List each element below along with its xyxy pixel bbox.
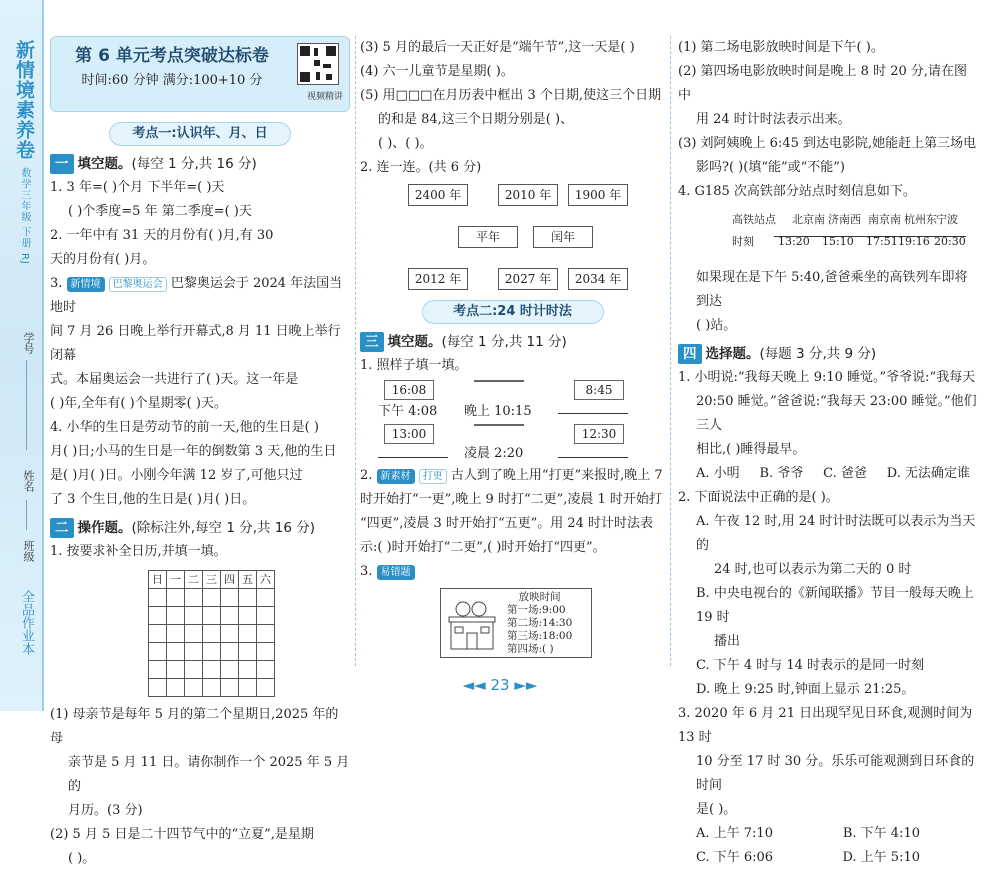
schedule-list [507,591,572,656]
section-2-heading [50,516,350,540]
field-name: 姓名 [22,470,35,492]
question-4-line: 4. 小华的生日是劳动节的前一天,他的生日是( ) [50,420,319,435]
option-c[interactable]: C. 下午 6:06 [696,850,774,865]
link-exercise [378,180,665,290]
time-box[interactable]: 12:30 [574,424,624,444]
section-number: 三 [360,332,384,352]
page-number: 23 [490,676,510,694]
cinema-sub-2: (2) 第四场电影放映时间是晚上 8 时 20 分,请在图中 [678,64,968,103]
calendar-cell[interactable] [257,607,275,625]
section-note: (每空 1 分,共 11 分) [441,334,567,350]
calendar-cell[interactable] [203,607,221,625]
question-2-line: 2. 新素材 打更 古人到了晚上用“打更”来报时,晚上 7 [360,468,663,483]
option-b-cont: 播出 [714,634,741,649]
type-box-common-year[interactable]: 平年 [458,226,518,248]
left-column [50,36,350,871]
test-title: 第 6 单元考点突破达标卷 [75,46,269,66]
sub-question-3: (3) 5 月的最后一天正好是“端午节”,这一天是( ) [360,40,635,55]
year-box[interactable]: 2400 年 [408,184,468,206]
test-header [50,36,350,112]
calendar-cell[interactable] [185,589,203,607]
schedule-row: 第一场:9:00 [507,604,566,616]
spine-bottom-text: 全品作业本 [19,590,34,655]
section-title: 填空题。 [387,334,442,350]
calendar-header-cell: 六 [257,571,275,589]
field-student-no: 学号 [22,332,35,354]
calendar-cell[interactable] [239,589,257,607]
point2-banner: 考点二:24 时计时法 [422,300,604,324]
calendar-cell[interactable] [239,643,257,661]
station: 宁波 [936,213,958,226]
calendar-cell[interactable] [185,643,203,661]
question-2-line: 天的月份有( )月。 [50,252,156,267]
choice-3-options-row1 [678,822,980,846]
year-box[interactable]: 2012 年 [408,268,468,290]
cinema-schedule [440,588,592,658]
error-prone-tag: 易错题 [377,565,415,580]
section-title: 操作题。 [77,520,132,536]
train-question: ( )站。 [696,318,737,333]
question-4-line: 月( )日;小马的生日是一年的倒数第 3 天,他的生日 [50,444,337,459]
train-question: 如果现在是下午 5:40,爸爸乘坐的高铁列车即将到达 [696,270,968,309]
time-box[interactable]: 8:45 [574,380,624,400]
option-d[interactable]: D. 无法确定谁 [886,466,970,481]
calendar-cell[interactable] [203,589,221,607]
cinema-sub-3: 影吗?( )(填“能”或“不能”) [696,160,845,175]
option-b[interactable]: B. 中央电视台的《新闻联播》节目一般每天晚上 19 时 [696,586,974,625]
time-box[interactable]: 16:08 [384,380,434,400]
year-box[interactable]: 1900 年 [568,184,628,206]
time-mark: 13:20 [778,235,810,248]
choice-1-line: 1. 小明说:“我每天晚上 9:10 睡觉。”爷爷说:“我每天 [678,370,976,385]
section-number: 四 [678,344,702,364]
field-line [26,360,27,450]
train-question-intro: 4. G185 次高铁部分站点时刻信息如下。 [678,184,916,199]
option-b[interactable]: B. 爷爷 [759,466,804,481]
calendar-cell[interactable] [167,589,185,607]
operation-1b-line: (2) 5 月 5 日是二十四节气中的“立夏”,是星期 [50,827,314,842]
section-number: 二 [50,518,74,538]
schedule-row: 第四场:( ) [507,643,554,655]
option-c[interactable]: C. 爸爸 [823,466,867,481]
choice-1-line: 20:50 睡觉。”爸爸说:“我每天 23:00 睡觉。”他们三人 [696,394,977,433]
time-label: 晚上 10:15 [464,404,532,419]
question-3-line: 式。本届奥运会一共进行了( )天。这一年是 [50,372,299,387]
olympics-tag: 巴黎奥运会 [109,277,167,292]
operation-1b-line: ( )。 [68,851,96,866]
question-1-line: ( )个季度=5 年 第二季度=( )天 [68,204,252,219]
time-mark: 20:30 [934,235,966,248]
column-divider [670,36,671,666]
calendar-cell[interactable] [239,607,257,625]
time-mark: 15:10 [822,235,854,248]
option-c[interactable]: C. 下午 4 时与 14 时表示的是同一时刻 [696,658,925,673]
calendar-header-cell: 二 [185,571,203,589]
calendar-cell[interactable] [167,625,185,643]
question-2-line: 2. 一年中有 31 天的月份有( )月,有 30 [50,228,274,243]
calendar-cell[interactable] [185,607,203,625]
calendar-cell[interactable] [257,643,275,661]
calendar-cell[interactable] [239,625,257,643]
time-question-intro: 1. 照样子填一填。 [360,358,468,373]
section-4-heading [678,342,980,366]
brand-text: 新情境素养卷 [13,40,35,160]
choice-3-line: 是( )。 [696,802,737,817]
option-d[interactable]: D. 上午 5:10 [842,850,920,865]
cinema-building-icon [447,601,497,651]
question-4-line: 是( )月( )日。小刚今年满 12 岁了,可他只过 [50,468,303,483]
section-note: (每题 3 分,共 9 分) [759,346,877,362]
time-box[interactable] [474,380,524,382]
field-class: 班级 [22,540,35,562]
option-d[interactable]: D. 晚上 9:25 时,钟面上显示 21:25。 [696,682,915,697]
calendar-cell[interactable] [221,607,239,625]
operation-1a-line: 月历。(3 分) [68,803,143,818]
calendar-header-cell: 四 [221,571,239,589]
section-note: (除标注外,每空 1 分,共 16 分) [131,520,316,536]
page-footer [0,676,1000,694]
choice-1-line: 相比,( )睡得最早。 [696,442,806,457]
answer-line[interactable] [558,412,628,414]
test-subtitle: 时间:60 分钟 满分:100+10 分 [81,73,263,88]
section-title: 选择题。 [705,346,760,362]
train-timeline [732,208,968,262]
station: 济南西 [828,213,861,226]
time-box[interactable]: 13:00 [384,424,434,444]
margin-strip [0,0,44,711]
question-3-line: 间 7 月 26 日晚上举行开幕式,8 月 11 日晚上举行闭幕 [50,324,341,363]
calendar-cell[interactable] [149,625,167,643]
question-3-text: 巴黎奥运会于 2024 年法国当地时 [50,276,343,315]
section-1-heading [50,152,350,176]
answer-line[interactable] [558,456,628,458]
link-question-title: 2. 连一连。(共 6 分) [360,160,482,175]
question-3-line [360,560,665,584]
question-3-line: ( )年,全年有( )个星期零( )天。 [50,396,227,411]
cinema-sub-2: 用 24 时计时法表示出来。 [696,112,851,127]
type-box-leap-year[interactable]: 闰年 [533,226,593,248]
question-number: 3. [360,564,373,579]
station: 南京南 [868,213,901,226]
sub-question-5: 的和是 84,这三个日期分别是( )、 [378,112,574,127]
qr-code-icon[interactable] [297,43,339,85]
answer-line[interactable] [378,456,448,458]
calendar-cell[interactable] [257,589,275,607]
choice-1-options [678,462,980,486]
time-label: 凌晨 2:20 [464,446,524,461]
schedule-row: 第二场:14:30 [507,617,573,629]
operation-1: 1. 按要求补全日历,并填一填。 [50,544,227,559]
question-2-text: 古人到了晚上用“打更”来报时,晚上 7 [450,468,663,483]
calendar-cell[interactable] [149,607,167,625]
year-box[interactable]: 2010 年 [498,184,558,206]
qr-caption: 视频精讲 [306,92,343,102]
prev-arrow-icon[interactable]: ◄◄ [462,676,486,694]
calendar-cell[interactable] [149,589,167,607]
section-3-heading [360,330,665,354]
option-b[interactable]: B. 下午 4:10 [842,826,920,841]
calendar-cell[interactable] [221,589,239,607]
sub-question-5: (5) 用□□□在月历表中框出 3 个日期,使这三个日期 [360,88,662,103]
question-1-line: 1. 3 年=( )个月 下半年=( )天 [50,180,225,195]
question-2-line: 时开始打“一更”,晚上 9 时打“二更”,凌晨 1 时开始打 [360,492,662,507]
operation-1a-line: (1) 母亲节是每年 5 月的第二个星期日,2025 年的母 [50,707,339,746]
calendar-cell[interactable] [167,643,185,661]
station: 北京南 [792,213,825,226]
option-a[interactable]: A. 上午 7:10 [696,826,773,841]
time-label: 下午 4:08 [378,404,438,419]
point1-banner: 考点一:认识年、月、日 [109,122,291,146]
calendar-cell[interactable] [185,625,203,643]
calendar-header-cell: 三 [203,571,221,589]
schedule-row: 第三场:18:00 [507,630,573,642]
option-a-cont: 24 时,也可以表示为第二天的 0 时 [714,562,912,577]
section-number: 一 [50,154,74,174]
next-arrow-icon[interactable]: ►► [514,676,538,694]
time-mark: 19:16 [898,235,930,248]
calendar-cell[interactable] [221,643,239,661]
section-note: (每空 1 分,共 16 分) [131,156,257,172]
operation-1a-line: 亲节是 5 月 11 日。请你制作一个 2025 年 5 月的 [68,755,350,794]
time-box[interactable] [474,424,524,426]
cinema-sub-3: (3) 刘阿姨晚上 6:45 到达电影院,她能赶上第三场电 [678,136,977,151]
station: 杭州东 [904,213,937,226]
calendar-header-cell: 日 [149,571,167,589]
option-a[interactable]: A. 小明 [696,466,740,481]
new-context-tag: 新情境 [67,277,105,292]
question-3-line: 3. 新情境 巴黎奥运会 巴黎奥运会于 2024 年法国当地时 [50,276,343,315]
question-2-line: 示:( )时开始打“二更”,( )时开始打“四更”。 [360,540,606,555]
choice-3-line: 10 分至 17 时 30 分。乐乐可能观测到日环食的时间 [696,754,975,793]
sub-question-5: ( )、( )。 [378,136,433,151]
calendar-cell[interactable] [167,607,185,625]
column-divider [355,36,356,666]
sub-question-4: (4) 六一儿童节是星期( )。 [360,64,514,79]
watch-tag: 打更 [419,469,447,484]
choice-3-options-row2 [678,846,980,870]
choice-2-stem: 2. 下面说法中正确的是( )。 [678,490,839,505]
year-box[interactable]: 2027 年 [498,268,558,290]
calendar-cell[interactable] [257,625,275,643]
calendar-header-cell: 一 [167,571,185,589]
calendar-cell[interactable] [203,643,221,661]
time-label: 时刻 [732,235,754,248]
brand-title [4,40,38,265]
year-box[interactable]: 2034 年 [568,268,628,290]
calendar-cell[interactable] [149,643,167,661]
question-2-line: “四更”,凌晨 3 时开始打“五更”。用 24 时计时法表 [360,516,654,531]
section-title: 填空题。 [77,156,132,172]
station-label: 高铁站点 [732,213,776,226]
cinema-sub-1: (1) 第二场电影放映时间是下午( )。 [678,40,884,55]
brand-subtitle: 数学三年级 下册 RJ [19,167,30,265]
calendar-cell[interactable] [203,625,221,643]
schedule-title: 放映时间 [518,591,561,603]
option-a[interactable]: A. 午夜 12 时,用 24 时计时法既可以表示为当天的 [696,514,976,553]
question-4-line: 了 3 个生日,他的生日是( )月( )日。 [50,492,256,507]
calendar-header-cell: 五 [239,571,257,589]
middle-column [360,36,665,658]
field-line [26,500,27,530]
new-material-tag: 新素材 [377,469,415,484]
time-mark: 17:51 [866,235,898,248]
right-column [678,36,980,870]
choice-3-line: 3. 2020 年 6 月 21 日出现罕见日环食,观测时间为 13 时 [678,706,973,745]
time-conversion-grid [378,378,665,464]
calendar-cell[interactable] [221,625,239,643]
